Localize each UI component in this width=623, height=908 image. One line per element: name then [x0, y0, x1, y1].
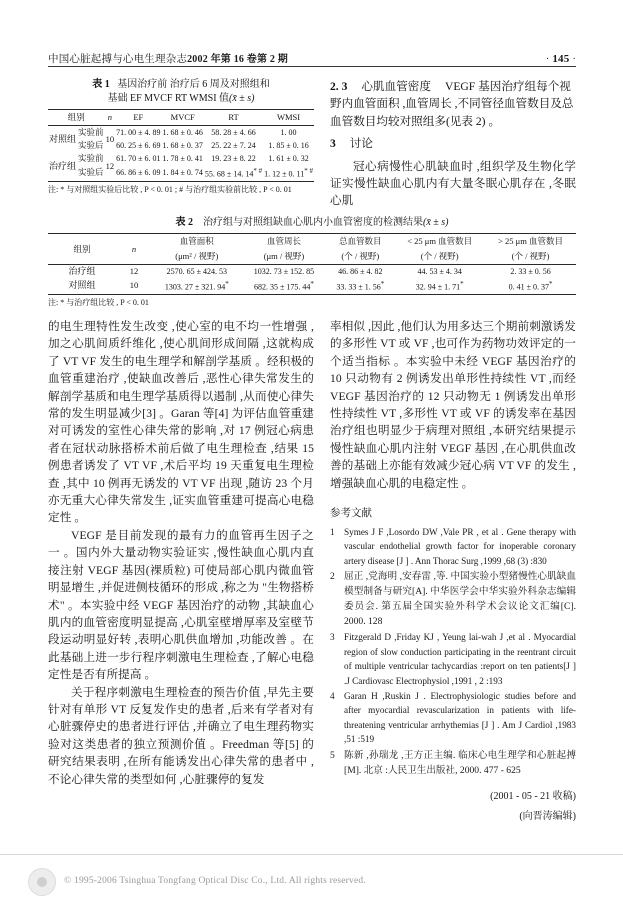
reference-item	[330, 630, 576, 688]
table-2-r1-lt25: 44. 53 ± 4. 34	[417, 267, 462, 276]
table-2-caption	[48, 216, 576, 230]
table-1-number: 表 1	[92, 79, 110, 90]
table-1-caption-line2: 基础 EF MVCF RT WMSI 值	[107, 93, 230, 104]
table-1-r4-wmsi-value: 1. 12 ± 0. 11	[264, 169, 305, 179]
table-1-r1-rt: 58. 28 ± 4. 66	[211, 128, 256, 137]
table-2-r1-perimeter: 1032. 73 ± 152. 85	[253, 267, 315, 276]
table-row	[48, 152, 314, 165]
table-2-r2-total	[326, 278, 394, 294]
right-column-body	[330, 318, 576, 822]
table-1-r4-rt-mark: * #	[253, 167, 263, 175]
table-1-r1-mvcf: 1. 68 ± 0. 46	[162, 128, 203, 137]
reference-item	[330, 569, 576, 629]
reference-number: 2	[330, 571, 335, 583]
received-date: (2001 - 05 - 21 收稿)	[490, 790, 576, 802]
table-1-r4-sub2: 实验后	[78, 167, 104, 178]
reference-item	[330, 525, 576, 568]
table-2-r1-gt25: 2. 33 ± 0. 56	[510, 267, 551, 276]
reference-text: 屈正 ,党海明 ,安春雷 ,等. 中国实验小型猪慢性心肌缺血模型制备与研究[A]. 中华医学会中华实验外科杂志编辑委员会. 第五届全国实验外科学术会议论文汇编[C]. 2000. 128	[344, 571, 576, 628]
right-paragraph-1: 冠心病慢性心肌缺血时 ,组织学及生物化学证实慢性缺血心肌内有大量冬眠心肌存在 ,冬眠心肌	[330, 159, 576, 208]
table-1-r1-sub1: 实验前	[78, 127, 104, 137]
table-1-caption	[48, 78, 314, 106]
table-2	[48, 216, 576, 309]
right-paragraph-2: 率相似 ,因此 ,他们认为用多达三个期前刺激诱发的多形性 VT 或 VF ,也可作为药物功效评定的一个适当指标 。本实验中未经 VEGF 基因治疗的 10 只动物有 2 例诱发出单形性持续性 VT ,而经 VEGF 基因治疗的 12 只动物无 1 例诱发出单形性持续性 VT ,多形性 VT 或 VF 的诱发率在基因治疗组也明显少于病理对照组 ,本研究结果提示慢性缺血心肌内注射 VEGF 基因 ,在心肌供血改善的基础上亦能有效减少冠心病 VT VF 的发生 ,增强缺血心肌的电稳定性 。	[330, 320, 576, 490]
section-3-number: 3	[330, 137, 336, 151]
table-2-r2-gt25	[485, 278, 576, 294]
page-footer	[0, 854, 623, 908]
copyright-notice: © 1995-2006 Tsinghua Tongfang Optical Disc Co., Ltd. All rights reserved.	[64, 876, 366, 886]
table-2-caption-text: 治疗组与对照组缺血心肌内小血管密度的检测结果	[203, 217, 423, 228]
reference-text: Fitzgerald D ,Friday KJ , Yeung lai-wah J ,et al . Myocardial region of slow conduction participating in the reentrant circuit of multiple ventricular tachycardias :report on ten patients[J ] .J Cardiovasc Electrophysiol ,1991 , 2 :193	[344, 632, 576, 686]
table-row	[48, 234, 576, 250]
table-1-r1-n: 10	[105, 133, 115, 144]
table-1-col-n: n	[107, 112, 112, 122]
table-1-r3-rt: 19. 23 ± 8. 22	[211, 154, 256, 163]
running-head-page	[546, 53, 576, 65]
table-1-r3-ef: 61. 70 ± 6. 01	[116, 154, 161, 163]
table-2-col-total: 总血管数目	[339, 236, 382, 246]
left-column	[48, 78, 314, 205]
table-1-body	[48, 126, 314, 182]
table-2-number: 表 2	[175, 217, 193, 228]
reference-number: 1	[330, 527, 335, 538]
table-2-r2-perimeter-value: 682. 35 ± 175. 44	[254, 282, 311, 292]
journal-issue: 2002 年第 16 卷第 2 期	[187, 54, 289, 65]
table-2-col-area-unit: (μm² / 视野)	[175, 251, 219, 261]
table-2-r2-n: 10	[129, 280, 139, 291]
table-1-r2-mvcf: 1. 68 ± 0. 37	[162, 141, 203, 150]
publisher-logo-icon	[28, 868, 56, 896]
table-2-caption-stat: (x̄ ± s)	[423, 217, 449, 228]
section-2-3	[330, 78, 576, 130]
table-1-r1-group: 对照组	[49, 133, 77, 144]
running-head	[48, 50, 576, 66]
table-2-col-perimeter: 血管周长	[266, 236, 301, 246]
reference-item	[330, 689, 576, 747]
table-2-r2-lt25-mark: *	[460, 280, 464, 288]
table-1-note: 注: * 与对照组实验后比较 , P < 0. 01 ; # 与治疗组实验前比较 , P < 0. 01	[48, 184, 292, 194]
section-3-title: 讨论	[349, 137, 373, 151]
table-2-r2-total-mark: *	[380, 280, 385, 288]
left-paragraph-3: 关于程序刺激电生理检查的预告价值 ,早先主要针对有单形 VT 反复发作史的患者 ,后来有学者对有心脏骤停史的患者进行评估 ,并确立了电生理药物实验对这类患者的独立预测价值 。Freedman 等[5] 的研究结果表明 ,在所有能诱发出心律失常的患者中 ,不论心律失常的类型如何 ,心脏骤停的复发	[48, 685, 314, 786]
table-2-col-lt25-unit: (个 / 视野)	[420, 251, 459, 261]
left-paragraph-2: VEGF 是目前发现的最有力的血管再生因子之一 。国内外大量动物实验证实 ,慢性缺血心肌内直接注射 VEGF 基因(裸质粒) 可使局部心肌内微血管明显增生 ,并促进侧枝循环的形成 ,称之为 "生物搭桥术" 。本实验中经 VEGF 基因治疗的动物 ,其缺血心肌内的血管密度明显提高 ,心肌室壁增厚率及室壁节段运动明显好转 ,表明心肌供血增加 ,功能改善 。在此基础上进一步行程序刺激电生理检查 ,了解心电稳定性是否有所提高 。	[48, 528, 314, 682]
table-row	[48, 278, 576, 294]
reference-number: 3	[330, 632, 335, 643]
table-2-r2-perimeter-mark: *	[310, 280, 314, 288]
table-1-col-wmsi: WMSI	[276, 112, 301, 122]
reference-text: Garan H ,Ruskin J . Electrophysiologic studies before and after myocardial revascularization in patients with life-threatening ventricular arrhythemias [J ] . Am J Cardiol ,1983 ,51 :519	[344, 690, 576, 745]
table-1-r2-wmsi: 1. 85 ± 0. 16	[268, 141, 309, 150]
table-row	[48, 110, 314, 126]
table-1-r3-mvcf: 1. 78 ± 0. 41	[162, 154, 203, 163]
table-2-r2-group: 对照组	[68, 280, 96, 291]
table-1-col-rt: RT	[228, 112, 239, 122]
table-1-r3-n: 12	[105, 160, 115, 171]
table-2-body	[48, 265, 576, 295]
table-1-col-group: 组别	[67, 112, 85, 122]
table-1-r2-sub2: 实验后	[78, 140, 104, 150]
table-row	[48, 139, 314, 152]
page-dot-right: ·	[572, 54, 576, 65]
table-2-r1-total: 46. 86 ± 4. 82	[338, 267, 383, 276]
running-head-left	[48, 50, 288, 66]
table-1-caption-stat: (x̄ ± s)	[229, 93, 255, 104]
table-2-r1-group: 治疗组	[68, 266, 96, 276]
page-dot-left: ·	[545, 54, 550, 65]
table-1-r1-ef: 71. 00 ± 4. 89	[116, 128, 161, 137]
header-divider	[48, 66, 576, 67]
table-1-caption-line1: 基因治疗前 治疗后 6 周及对照组和	[117, 79, 270, 90]
table-2-head	[48, 234, 576, 265]
table-2-r2-lt25-value: 32. 94 ± 1. 71	[415, 282, 461, 292]
table-1-r1-wmsi: 1. 00	[280, 128, 297, 137]
table-2-r2-area	[152, 278, 242, 294]
table-2-r2-lt25	[394, 278, 485, 294]
left-column-body	[48, 318, 314, 788]
table-2-r2-gt25-mark: *	[548, 280, 553, 288]
table-2-col-gt25-unit: (个 / 视野)	[511, 251, 550, 261]
section-3	[330, 135, 576, 152]
left-paragraph-1: 的电生理特性发生改变 ,使心室的电不均一性增强 ,加之心肌间质纤维化 ,使心肌间形成间隔 ,这就构成了 VT VF 发生的电生理学和解剖学基质 。经积极的血管重建治疗 ,使缺血改善后 ,恶性心律失常发生的解剖学基质和电生理学基质得以遏制 ,从而使心律失常的发生明显减少[3] 。Garan 等[4] 为评估血管重建对可诱发的室性心律失常的影响 ,对 17 例冠心病患者在冠状动脉搭桥术前后做了电生理检查 ,结果 15 例患者诱发了 VT VF ,术后平均 19 天重复电生理检查 ,其中 10 例再无诱发的 VT VF 出现 ,随访 23 个月亦无重大心律失常发生 ,证实血管重建可提高心电稳定性 。	[48, 320, 314, 525]
table-1-r4-wmsi-mark: * #	[304, 167, 313, 175]
table-2-grid	[48, 233, 576, 295]
table-1-r2-ef: 60. 25 ± 6. 69	[116, 141, 161, 150]
table-2-col-perimeter-unit: (μm / 视野)	[263, 251, 305, 261]
table-1-head	[48, 110, 314, 126]
journal-title: 中国心脏起搏与心电生理杂志	[48, 54, 188, 65]
table-row	[48, 126, 314, 140]
table-2-r2-area-mark: *	[225, 280, 229, 288]
section-2-3-number: 2. 3	[330, 80, 348, 93]
references-title: 参考文献	[330, 508, 372, 520]
table-2-r1-n: 12	[129, 266, 139, 276]
right-column-top	[330, 78, 576, 210]
table-2-note: 注: * 与治疗组比较 , P < 0. 01	[48, 297, 149, 307]
reference-item	[330, 748, 576, 778]
table-1-col-mvcf: MVCF	[170, 112, 195, 122]
references-section	[330, 506, 576, 821]
table-1-col-ef: EF	[133, 112, 144, 122]
table-1-r4-mvcf: 1. 84 ± 0. 74	[162, 168, 203, 178]
table-2-r2-perimeter	[242, 278, 327, 294]
reference-number: 5	[330, 749, 335, 761]
table-2-r2-total-value: 33. 33 ± 1. 56	[336, 282, 381, 292]
table-1-r3-group: 治疗组	[49, 160, 77, 171]
page-number: 145	[552, 53, 570, 65]
spacer	[48, 196, 314, 205]
table-1-r4-ef: 66. 86 ± 6. 09	[116, 168, 161, 178]
reference-text: 陈新 ,孙瑞龙 ,王方正主编. 临床心电生理学和心脏起搏[M]. 北京 :人民卫生出版社, 2000. 477 - 625	[344, 749, 576, 776]
table-2-col-group: 组别	[73, 243, 91, 254]
reference-text: Symes J F ,Losordo DW ,Vale PR , et al . Gene therapy with vascular endothelial growth factor for inoperable coronary artery disease [J ] . Ann Thorac Surg ,1999 ,68 (3) :830	[344, 527, 576, 566]
reference-number: 4	[330, 690, 335, 701]
table-2-r2-gt25-value: 0. 41 ± 0. 37	[508, 282, 549, 292]
footer-divider	[0, 854, 623, 855]
table-2-r1-area: 2570. 65 ± 424. 53	[166, 267, 227, 276]
section-2-3-title: 心肌血管密度	[361, 80, 431, 93]
table-2-col-area: 血管面积	[179, 236, 214, 246]
section-2-3-body: VEGF 基因治疗组每个视野内血管面积 ,血管周长 ,不同管径血管数目及总血管数目均较对照组多(见表 2) 。	[330, 80, 574, 128]
editor-credit: (向晋涛编辑)	[519, 810, 576, 822]
table-1-r2-rt: 25. 22 ± 7. 24	[211, 141, 256, 150]
table-2-col-total-unit: (个 / 视野)	[341, 251, 380, 261]
table-1-r4-rt	[204, 165, 263, 181]
table-1-grid	[48, 109, 314, 182]
table-2-col-lt25: < 25 μm 血管数目	[407, 236, 473, 246]
table-2-col-n: n	[131, 243, 137, 254]
table-1-r4-rt-value: 55. 68 ± 14. 14	[204, 169, 254, 179]
table-1	[48, 78, 314, 196]
table-row	[48, 165, 314, 181]
table-1-r3-sub1: 实验前	[78, 153, 104, 163]
table-2-col-gt25: > 25 μm 血管数目	[498, 236, 563, 246]
table-1-r3-wmsi: 1. 61 ± 0. 32	[268, 154, 309, 163]
table-1-r4-wmsi	[263, 165, 314, 181]
table-row	[48, 265, 576, 279]
table-2-r2-area-value: 1303. 27 ± 321. 94	[164, 282, 226, 292]
spacer	[330, 492, 576, 506]
